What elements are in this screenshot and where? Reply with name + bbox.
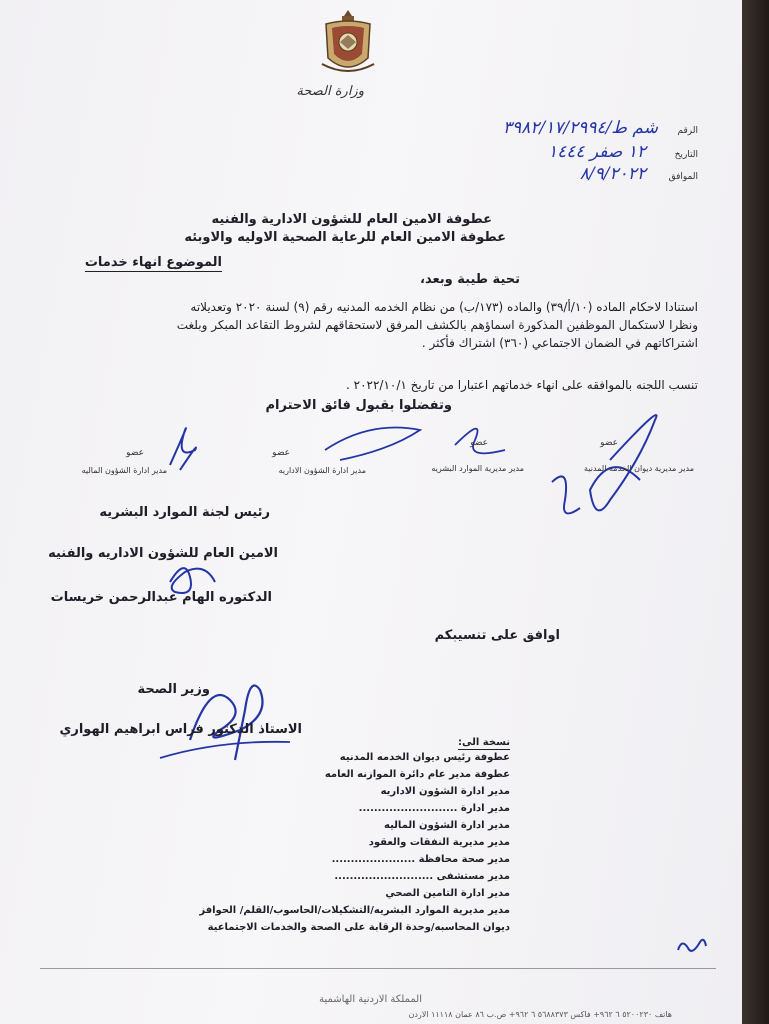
member-3-role: عضو [470,438,488,448]
minister-name: الاستاذ الدكتور فراس ابراهيم الهواري [59,722,302,737]
addressee-2: عطوفة الامين العام للرعاية الصحية الاوليه والاوبئه [184,230,506,245]
cc-item: مدير ادارة .......................... [358,803,510,814]
corresponding-label: الموافق [668,172,698,182]
body-line-1: استنادا لاحكام الماده (١٠/أ/٣٩) والماده (١٧٣/ب) من نظام الخدمه المدنيه رقم (٩) لسنة ٢٠٢٠ وتعديلاته [190,300,698,314]
cc-item: مدير ادارة التامين الصحي [385,888,510,899]
cc-item: مدير ادارة الشؤون الماليه [384,820,510,831]
cc-item: ديوان المحاسبه/وحدة الرقابة على الصحة والخدمات الاجتماعية [207,922,510,933]
background-edge [742,0,769,1024]
footer-country: المملكة الاردنية الهاشمية [319,994,422,1005]
secretary-name: الدكتوره الهام عبدالرحمن خريسات [50,590,272,605]
minister-title: وزير الصحة [137,682,210,697]
date-hijri: ١٢ صفر ١٤٤٤ [547,142,646,162]
member-1-title: مدير ادارة الشؤون الماليه [81,466,167,475]
initials-mark-graphic [672,928,712,964]
cc-item: مدير مديرية النفقات والعقود [368,837,510,848]
cc-label: نسخة الى: [458,737,510,748]
greeting: تحية طيبة وبعد، [420,272,520,287]
cc-item: عطوفة رئيس ديوان الخدمه المدنيه [339,752,510,763]
recommendation: تنسب اللجنه بالموافقه على انهاء خدماتهم اعتبارا من تاريخ ٢٠٢٢/١٠/١ . [345,378,698,392]
cc-item: مدير مديرية الموارد البشريه/التشكيلات/الحاسوب/القلم/ الحوافز [199,905,510,916]
cc-item: مدير ادارة الشؤون الاداريه [380,786,510,797]
approval-text: اوافق على تنسيبكم [434,628,560,643]
date-label: التاريخ [674,150,698,160]
member-3-title: مدير مديرية الموارد البشريه [431,464,524,473]
subject-line: الموضوع انهاء خدمات [84,255,222,270]
member-2-role: عضو [272,448,290,458]
member-1-role: عضو [126,448,144,458]
member-4-role: عضو [600,438,618,448]
ref-label: الرقم [677,126,698,136]
ref-value: شم ط/٣٩٨٢/١٧/٢٩٩٤ [502,118,658,138]
cc-item: مدير مستشفى .......................... [334,871,510,882]
footer-contact: هاتف ٥٢٠٠٢٣٠ ٦ ٩٦٢+ فاكس ٥٦٨٨٣٧٣ ٦ ٩٦٢+ ص.ب ٨٦ عمان ١١١١٨ الاردن [408,1010,672,1019]
body-line-2: ونظرا لاستكمال الموظفين المذكورة اسماؤهم بالكشف المرفق لاستحقاقهم لشروط التقاعد المبكر وبلغت [176,318,698,332]
member-2-title: مدير ادارة الشؤون الاداريه [278,466,366,475]
coat-of-arms-icon [318,6,378,80]
minister-signature-graphic [150,670,300,770]
cc-item: مدير صحة محافظة ...................... [331,854,510,865]
secretary-title: الامين العام للشؤون الاداريه والفنيه [48,546,278,561]
addressee-1: عطوفة الامين العام للشؤون الادارية والفنيه [211,212,492,227]
closing: وتفضلوا بقبول فائق الاحترام [265,398,452,413]
chair-title: رئيس لجنة الموارد البشريه [99,505,270,520]
cc-item: عطوفة مدير عام دائرة الموازنه العامه [324,769,510,780]
date-gregorian: ٨/٩/٢٠٢٢ [579,164,646,184]
member-4-title: مدير مديرية ديوان الخدمة المدنية [584,464,694,473]
footer-divider [40,968,716,969]
ministry-label: وزارة الصحة [296,84,364,99]
body-line-3: اشتراكاتهم في الضمان الاجتماعي (٣٦٠) اشتراك فأكثر . [421,336,698,350]
